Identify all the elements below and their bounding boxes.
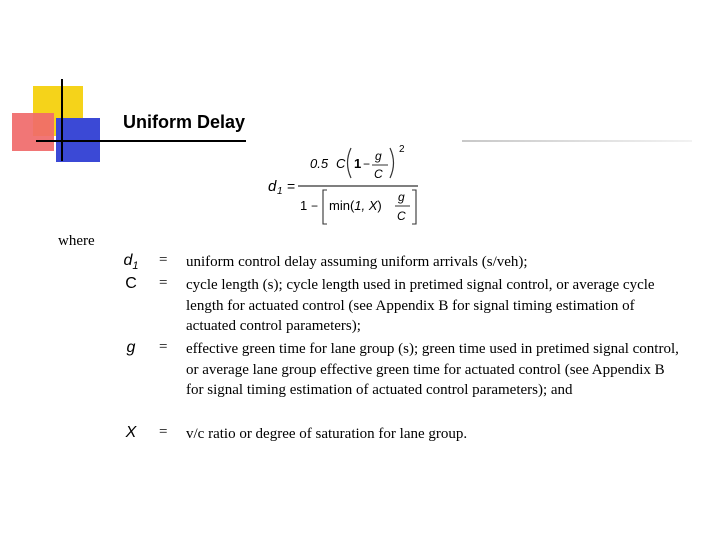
formula-num-C: C [336,156,346,171]
formula-coef: 0.5 [310,156,329,171]
formula-lhs: d [268,178,277,195]
definition-text-g: effective green time for lane group (s); green time used in pretimed signal control, or average lane group effective green time for actuated control (see Appendix B for signal timing estimation of actuated control parameters); and [186,341,679,398]
definition-symbol-g: g [126,339,136,356]
formula-den-C: C [397,209,406,223]
definition-symbol-X: X [125,424,137,441]
definition-equals: = [159,339,168,355]
formula-min-fn: min(1, X) [329,198,382,213]
definition-text-d1: uniform control delay assuming uniform arrivals (s/veh); [186,254,528,270]
definition-symbol-d1: $d_1$ [123,252,139,273]
definition-equals: = [159,275,168,291]
definition-equals: = [159,424,168,440]
formula-inner-g: g [375,149,382,163]
formula-one: 1 [354,156,362,171]
formula-exponent: 2 [399,144,405,155]
formula-equals: = [287,178,296,194]
formula-inner-C: C [374,167,383,181]
slide-title: Uniform Delay [123,112,246,132]
where-label: where [58,233,95,249]
formula-den-one: 1 [300,198,308,213]
definition-text-X: v/c ratio or degree of saturation for lane group. [186,426,468,442]
formula-minus: − [363,157,371,171]
definition-equals: = [159,252,168,268]
formula-den-g: g [398,190,405,204]
formula-lhs-sub: 1 [277,186,283,197]
definition-symbol-C: C [125,275,137,292]
formula-den-minus: − [311,199,319,213]
definition-text-C: cycle length (s); cycle length used in pretimed signal control, or average cycle length for actuated control (see Appendix B for signal timing estimation of actuated control parameters); [186,277,655,334]
